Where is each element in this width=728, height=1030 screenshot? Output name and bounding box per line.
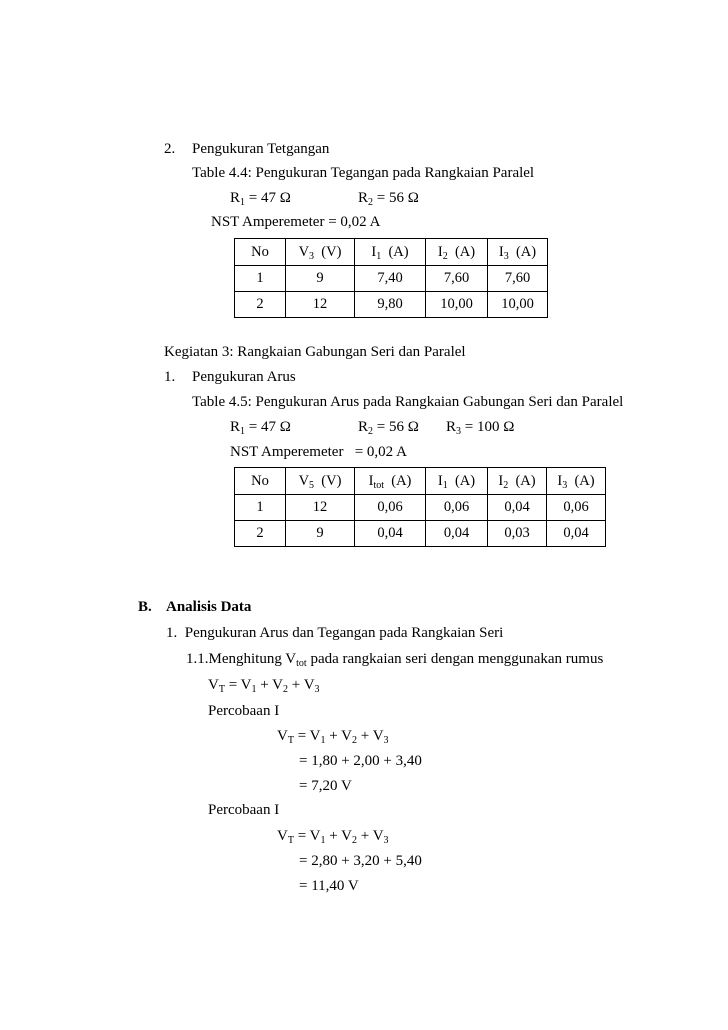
header-cell: $I_2$ (A)	[488, 468, 547, 495]
header-cell: $I_2$ (A)	[426, 239, 488, 266]
header-cell: $I_3$ (A)	[547, 468, 606, 495]
table-cell: 0,06	[547, 495, 606, 521]
table-cell: 1	[235, 266, 286, 292]
section-title: Pengukuran Tetgangan	[192, 141, 330, 157]
analysis-item: 1. Pengukuran Arus dan Tegangan pada Rangkaian Seri	[166, 625, 504, 641]
section-number: 2.	[164, 141, 176, 157]
resistor-r3: $R_3 = 100$ Ω	[446, 419, 515, 437]
header-cell: $I_1$ (A)	[426, 468, 488, 495]
table-cell: 9	[286, 521, 355, 547]
table-cell: 12	[286, 495, 355, 521]
header-cell: No	[235, 239, 286, 266]
table-row	[235, 495, 606, 521]
table-cell: 0,04	[488, 495, 547, 521]
table-cell: 10,00	[488, 292, 548, 318]
section-title: Pengukuran Arus	[192, 369, 296, 385]
formula: $V_T = V_1 + V_2 + V_3$	[277, 828, 389, 846]
section-heading: Analisis Data	[166, 599, 252, 615]
percobaan-label: Percobaan I	[208, 802, 280, 818]
nst-amperemeter: NST Amperemeter = 0,02 A	[211, 214, 381, 230]
table-cell: 7,60	[426, 266, 488, 292]
header-cell: $V_5$ (V)	[286, 468, 355, 495]
resistor-r2: $R_2 = 56$ Ω	[358, 190, 419, 208]
table-cell: 0,04	[547, 521, 606, 547]
header-cell: No	[235, 468, 286, 495]
table-cell: 9	[286, 266, 355, 292]
analysis-subitem: 1.1.Menghitung $V_{tot}$ pada rangkaian seri dengan menggunakan rumus	[186, 651, 604, 669]
header-cell: $I_{tot}$ (A)	[355, 468, 426, 495]
table-row	[235, 521, 606, 547]
table-cell: 7,60	[488, 266, 548, 292]
resistor-r1: $R_1 = 47$ Ω	[230, 190, 291, 208]
table-row	[235, 266, 548, 292]
table-cell: 1	[235, 495, 286, 521]
calculation-step: = 1,80 + 2,00 + 3,40	[299, 753, 422, 769]
header-cell: $I_1$ (A)	[355, 239, 426, 266]
table-row	[235, 292, 548, 318]
calculation-step: = 2,80 + 3,20 + 5,40	[299, 853, 422, 869]
calculation-result: = 11,40 V	[299, 878, 359, 894]
nst-amperemeter: NST Amperemeter = 0,02 A	[230, 444, 407, 460]
table-cell: 2	[235, 292, 286, 318]
formula: $V_T = V_1 + V_2 + V_3$	[277, 728, 389, 746]
kegiatan-heading: Kegiatan 3: Rangkaian Gabungan Seri dan Paralel	[164, 344, 466, 360]
table-cell: 0,06	[426, 495, 488, 521]
resistor-r1: $R_1 = 47$ Ω	[230, 419, 291, 437]
table-cell: 9,80	[355, 292, 426, 318]
table-4-5	[234, 467, 606, 547]
calculation-result: = 7,20 V	[299, 778, 352, 794]
percobaan-label: Percobaan I	[208, 703, 280, 719]
table-cell: 0,03	[488, 521, 547, 547]
resistor-r2: $R_2 = 56$ Ω	[358, 419, 419, 437]
table-4-4	[234, 238, 548, 318]
table-header-row	[235, 239, 548, 266]
table-cell: 2	[235, 521, 286, 547]
header-cell: $I_3$ (A)	[488, 239, 548, 266]
table-cell: 0,04	[426, 521, 488, 547]
section-number: 1.	[164, 369, 176, 385]
table-cell: 0,06	[355, 495, 426, 521]
table-cell: 12	[286, 292, 355, 318]
section-label: B.	[138, 599, 152, 615]
table-4-4-caption: Table 4.4: Pengukuran Tegangan pada Rangkaian Paralel	[192, 165, 535, 181]
header-cell: $V_3$ (V)	[286, 239, 355, 266]
table-cell: 10,00	[426, 292, 488, 318]
table-header-row	[235, 468, 606, 495]
table-cell: 7,40	[355, 266, 426, 292]
table-4-5-caption: Table 4.5: Pengukuran Arus pada Rangkaian Gabungan Seri dan Paralel	[192, 394, 624, 410]
table-cell: 0,04	[355, 521, 426, 547]
formula: $V_T = V_1 + V_2 + V_3$	[208, 677, 320, 695]
